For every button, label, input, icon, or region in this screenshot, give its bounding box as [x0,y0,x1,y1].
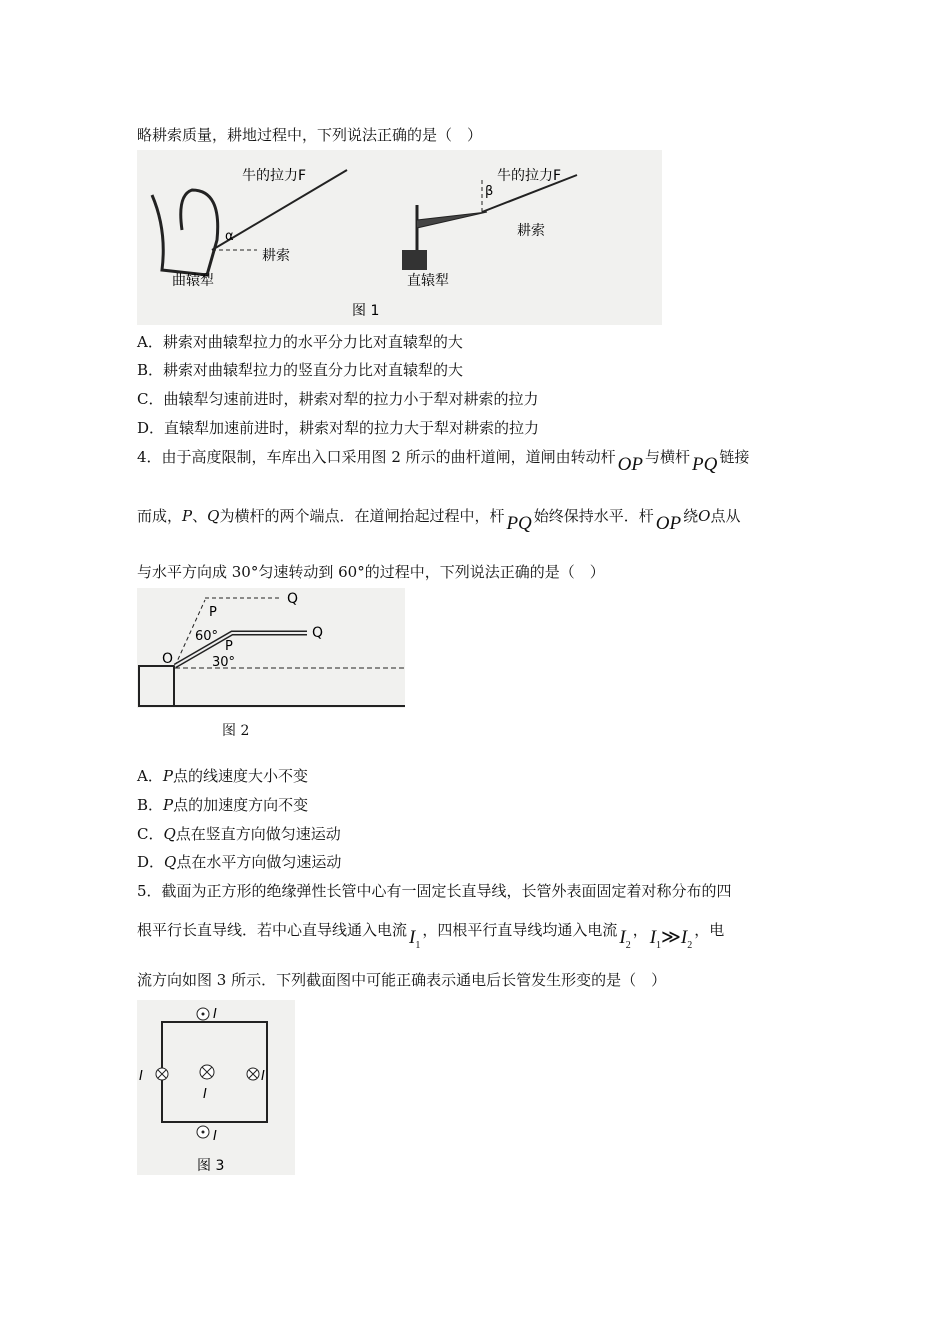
q5-line-1: 5．截面为正方形的绝缘弹性长管中心有一固定长直导线，长管外表面固定着对称分布的四 [137,882,732,900]
curved-plow-label: 曲辕犁 [172,273,214,289]
label-i2-left: I [139,1069,143,1084]
q4-line-2: 而成，P、Q为横杆的两个端点．在道闸抬起过程中，杆 PQ 始终保持水平．杆 OP 绕O点从 [137,507,741,534]
figure-2 [137,588,405,708]
figure-3-caption: 图 3 [197,1158,225,1174]
q4-line-3: 与水平方向成 30°匀速转动到 60°的过程中，下列说法正确的是（ ） [137,563,605,581]
force-label-2: 牛的拉力F [497,168,562,184]
tube-cross-section [137,1000,295,1175]
alpha-label: α [225,229,234,244]
label-i2-bottom: I [213,1129,217,1144]
angle-60: 60° [195,629,219,644]
label-o: O [162,651,174,667]
q3-option-d: D．直辕犁加速前进时，耕索对犁的拉力大于犁对耕索的拉力 [137,419,540,437]
q3-option-a: A．耕索对曲辕犁拉力的水平分力比对直辕犁的大 [137,333,463,351]
q5-line-2: 根平行长直导线．若中心直导线通入电流 $I_1$，四根平行直导线均通入电流 $I_2$， $I_1≫I_2$，电 [137,921,725,951]
label-p: P [225,639,233,654]
q3-stem: 略耕索质量，耕地过程中，下列说法正确的是（ ） [137,126,483,144]
label-p-top: P [209,605,217,620]
q5-line-3: 流方向如图 3 所示．下列截面图中可能正确表示通电后长管发生形变的是（ ） [137,971,667,989]
label-i2-right: I [261,1069,265,1084]
plow-diagram [137,150,662,325]
label-i1: I [203,1087,207,1102]
figure-2-caption: 图 2 [222,723,250,739]
label-q-top: Q [287,591,299,607]
label-i2-top: I [213,1007,217,1022]
straight-plow-label: 直辕犁 [407,273,449,289]
q4-option-d: D．Q点在水平方向做匀速运动 [137,853,342,871]
figure-caption: 图 1 [352,303,380,319]
figure-1 [137,150,662,325]
q3-option-b: B．耕索对曲辕犁拉力的竖直分力比对直辕犁的大 [137,361,464,379]
q4-line-1: 4．由于高度限制，车库出入口采用图 2 所示的曲杆道闸，道闸由转动杆 OP 与横杆 PQ 链接 [137,448,750,475]
figure-3 [137,1000,295,1175]
label-q: Q [312,625,324,641]
q4-option-b: B．P点的加速度方向不变 [137,796,309,814]
angle-30: 30° [212,655,236,670]
q4-option-c: C．Q点在竖直方向做匀速运动 [137,825,341,843]
gate-diagram [137,588,405,708]
rope-label-2: 耕索 [517,223,545,239]
rope-label: 耕索 [262,248,290,264]
beta-label: β [485,184,494,199]
q3-option-c: C．曲辕犁匀速前进时，耕索对犁的拉力小于犁对耕索的拉力 [137,390,539,408]
q4-option-a: A．P点的线速度大小不变 [137,767,308,785]
force-label: 牛的拉力F [242,168,307,184]
